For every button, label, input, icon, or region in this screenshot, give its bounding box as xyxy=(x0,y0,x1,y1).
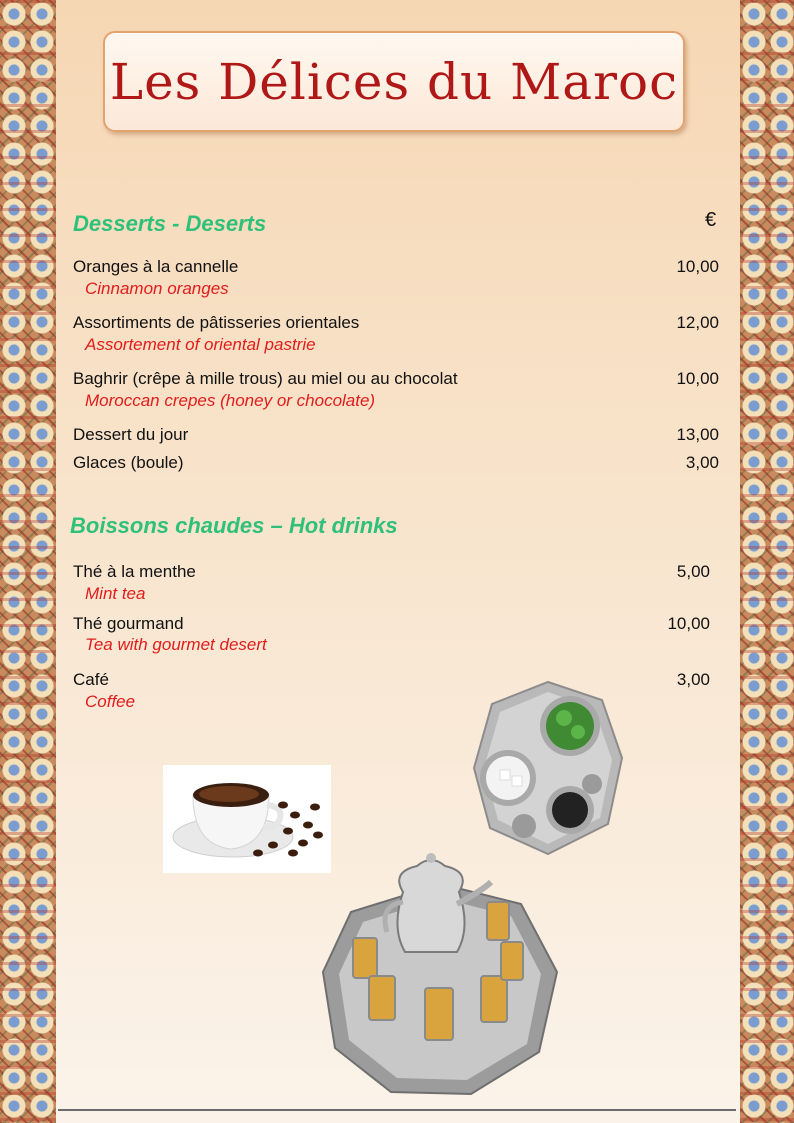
currency-label: € xyxy=(705,209,717,231)
menu-item-name: Dessert du jour xyxy=(73,425,189,444)
menu-item-price: 10,00 xyxy=(667,614,710,633)
coffee-cup-photo xyxy=(163,765,331,873)
section-title-desserts: Desserts - Deserts xyxy=(73,211,267,236)
menu-item-translation: Mint tea xyxy=(85,584,146,603)
menu-item-name: Baghrir (crêpe à mille trous) au miel ou au chocolat xyxy=(73,369,458,388)
menu-item-name: Oranges à la cannelle xyxy=(73,257,239,276)
menu-title-banner xyxy=(103,31,685,132)
section-title-hot-drinks: Boissons chaudes – Hot drinks xyxy=(70,513,398,538)
menu-item-translation: Cinnamon oranges xyxy=(85,279,229,298)
menu-item-translation: Assortement of oriental pastrie xyxy=(85,335,316,354)
menu-item-price: 5,00 xyxy=(676,562,710,581)
menu-item-price: 13,00 xyxy=(676,425,719,444)
menu-item-price: 10,00 xyxy=(676,369,719,388)
decorative-border-left xyxy=(0,0,56,1123)
menu-item-translation: Coffee xyxy=(85,692,136,711)
menu-item-price: 10,00 xyxy=(676,257,719,276)
menu-item-name: Glaces (boule) xyxy=(73,453,184,472)
menu-item-price: 3,00 xyxy=(685,453,719,472)
menu-item-price: 12,00 xyxy=(676,313,719,332)
decorative-border-right xyxy=(740,0,794,1123)
bottom-divider xyxy=(58,1109,736,1111)
teapot-and-glasses-photo xyxy=(321,852,561,1100)
tea-ingredients-tray-photo xyxy=(472,678,624,856)
menu-item-name: Assortiments de pâtisseries orientales xyxy=(73,313,360,332)
menu-title: Les Délices du Maroc xyxy=(109,52,679,111)
menu-item-translation: Moroccan crepes (honey or chocolate) xyxy=(85,391,376,410)
menu-item-translation: Tea with gourmet desert xyxy=(85,635,267,654)
menu-item-name: Thé à la menthe xyxy=(73,562,196,581)
menu-item-price: 3,00 xyxy=(676,670,710,689)
menu-item-name: Café xyxy=(73,670,109,689)
menu-item-name: Thé gourmand xyxy=(73,614,184,633)
